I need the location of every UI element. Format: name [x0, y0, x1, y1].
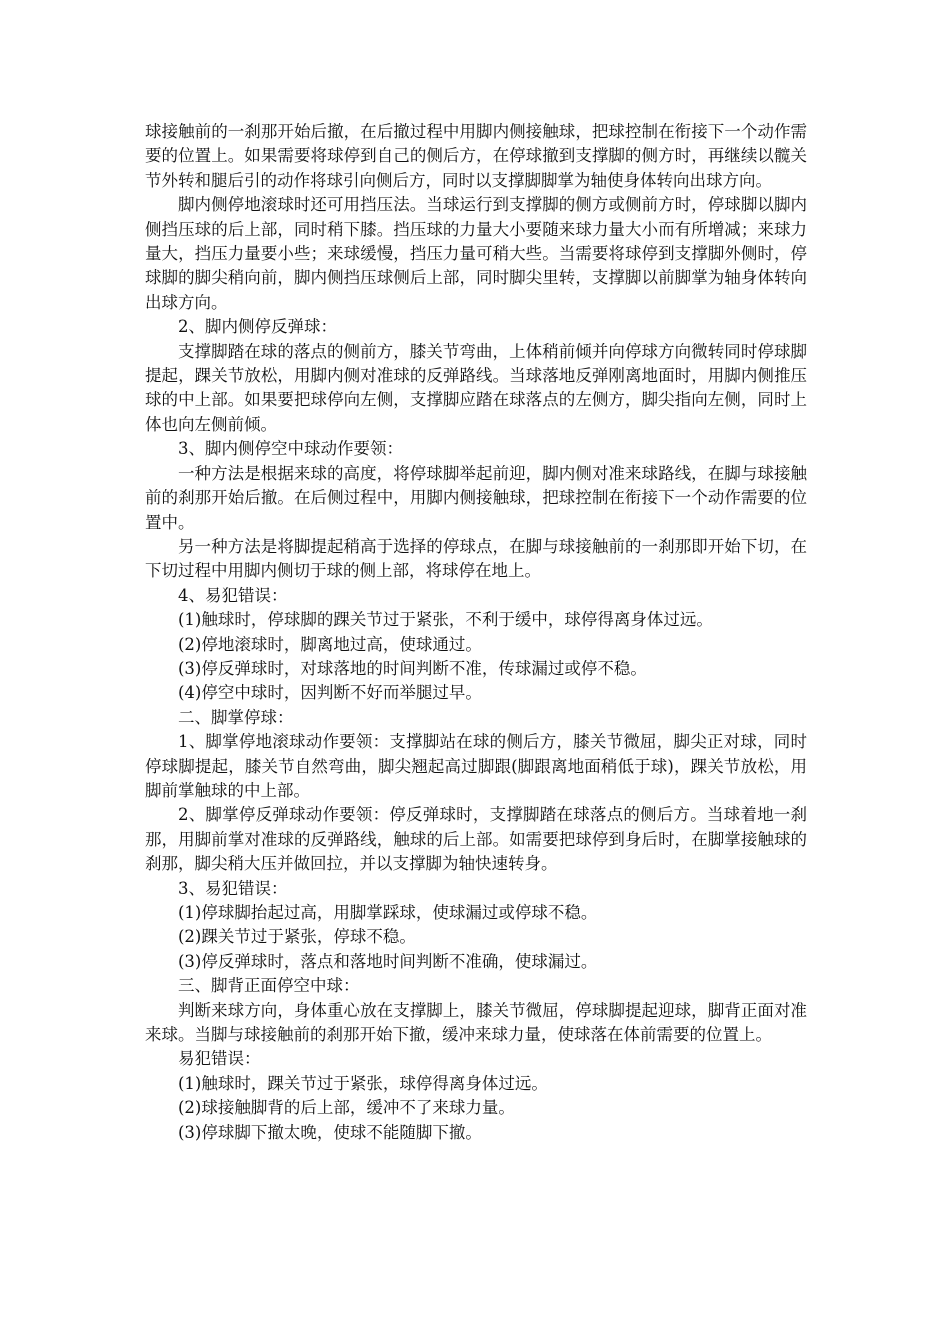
section-heading: 4、易犯错误： — [178, 585, 288, 605]
paragraph: 1、脚掌停地滚球动作要领：支撑脚站在球的侧后方，膝关节微屈，脚尖正对球，同时停球脚提起，膝关节自然弯曲，脚尖翘起高过脚跟(脚跟离地面稍低于球)，踝关节放松，用脚前掌触球的中上部。 — [145, 732, 807, 800]
paragraph: 一种方法是根据来球的高度，将停球脚举起前迎，脚内侧对准来球路线，在脚与球接触前的刹那开始后撤。在后侧过程中，用脚内侧接触球，把球控制在衔接下一个动作需要的位置中。 — [145, 463, 807, 532]
list-item: (3)停球脚下撤太晚，使球不能随脚下撤。 — [178, 1122, 482, 1142]
paragraph: 2、脚掌停反弹球动作要领：停反弹球时，支撑脚踏在球落点的侧后方。当球着地一刹那，用脚前掌对准球的反弹路线，触球的后上部。如需要把球停到身后时，在脚掌接触球的刹那，脚尖稍大压并做回拉，并以支撑脚为轴快速转身。 — [145, 805, 807, 874]
paragraph: 判断来球方向，身体重心放在支撑脚上，膝关节微屈，停球脚提起迎球，脚背正面对准来球。当脚与球接触前的刹那开始下撤，缓冲来球力量，使球落在体前需要的位置上。 — [145, 1000, 807, 1045]
list-item: (1)触球时，踝关节过于紧张，球停得离身体过远。 — [178, 1073, 548, 1093]
section-heading: 二、脚掌停球： — [178, 707, 294, 727]
list-item: (1)停球脚抬起过高，用脚掌踩球，使球漏过或停球不稳。 — [178, 903, 598, 922]
paragraph: 球接触前的一刹那开始后撤，在后撤过程中用脚内侧接触球，把球控制在衔接下一个动作需要的位置上。如果需要将球停到自己的侧后方，在停球撤到支撑脚的侧方时，再继续以髋关节外转和腿后引的动作将球引向侧后方，同时以支撑脚脚掌为轴使身体转向出球方向。 — [145, 122, 807, 190]
section-heading: 2、脚内侧停反弹球： — [178, 317, 337, 337]
document-body — [145, 120, 807, 1145]
section-heading: 易犯错误： — [178, 1049, 261, 1069]
list-item: (4)停空中球时，因判断不好而举腿过早。 — [178, 683, 482, 703]
list-item: (1)触球时，停球脚的踝关节过于紧张，不利于缓中，球停得离身体过远。 — [178, 610, 713, 630]
list-item: (2)踝关节过于紧张，停球不稳。 — [178, 927, 416, 947]
list-item: (2)球接触脚背的后上部，缓冲不了来球力量。 — [178, 1098, 515, 1118]
section-heading: 3、易犯错误： — [178, 878, 288, 898]
section-heading: 三、脚背正面停空中球： — [178, 976, 360, 996]
paragraph: 另一种方法是将脚提起稍高于选择的停球点，在脚与球接触前的一刹那即开始下切，在下切过程中用脚内侧切于球的侧上部，将球停在地上。 — [145, 536, 807, 581]
list-item: (2)停地滚球时，脚离地过高，使球通过。 — [178, 634, 482, 654]
list-item: (3)停反弹球时，对球落地的时间判断不准，传球漏过或停不稳。 — [178, 658, 647, 678]
list-item: (3)停反弹球时，落点和落地时间判断不准确，使球漏过。 — [178, 951, 598, 971]
paragraph: 支撑脚踏在球的落点的侧前方，膝关节弯曲，上体稍前倾并向停球方向微转同时停球脚提起，踝关节放松，用脚内侧对准球的反弹路线。当球落地反弹刚离地面时，用脚内侧推压球的中上部。如果要把球停向左侧，支撑脚应踏在球落点的左侧方，脚尖指向左侧，同时上体也向左侧前倾。 — [145, 341, 807, 434]
section-heading: 3、脚内侧停空中球动作要领： — [178, 439, 403, 459]
paragraph: 脚内侧停地滚球时还可用挡压法。当球运行到支撑脚的侧方或侧前方时，停球脚以脚内侧挡压球的后上部，同时稍下膝。挡压球的力量大小要随来球力量大小而有所增减；来球力量大，挡压力量要小些；来球缓慢，挡压力量可稍大些。当需要将球停到支撑脚外侧时，停球脚的脚尖稍向前，脚内侧挡压球侧后上部，同时脚尖里转，支撑脚以前脚掌为轴身体转向出球方向。 — [145, 195, 807, 312]
